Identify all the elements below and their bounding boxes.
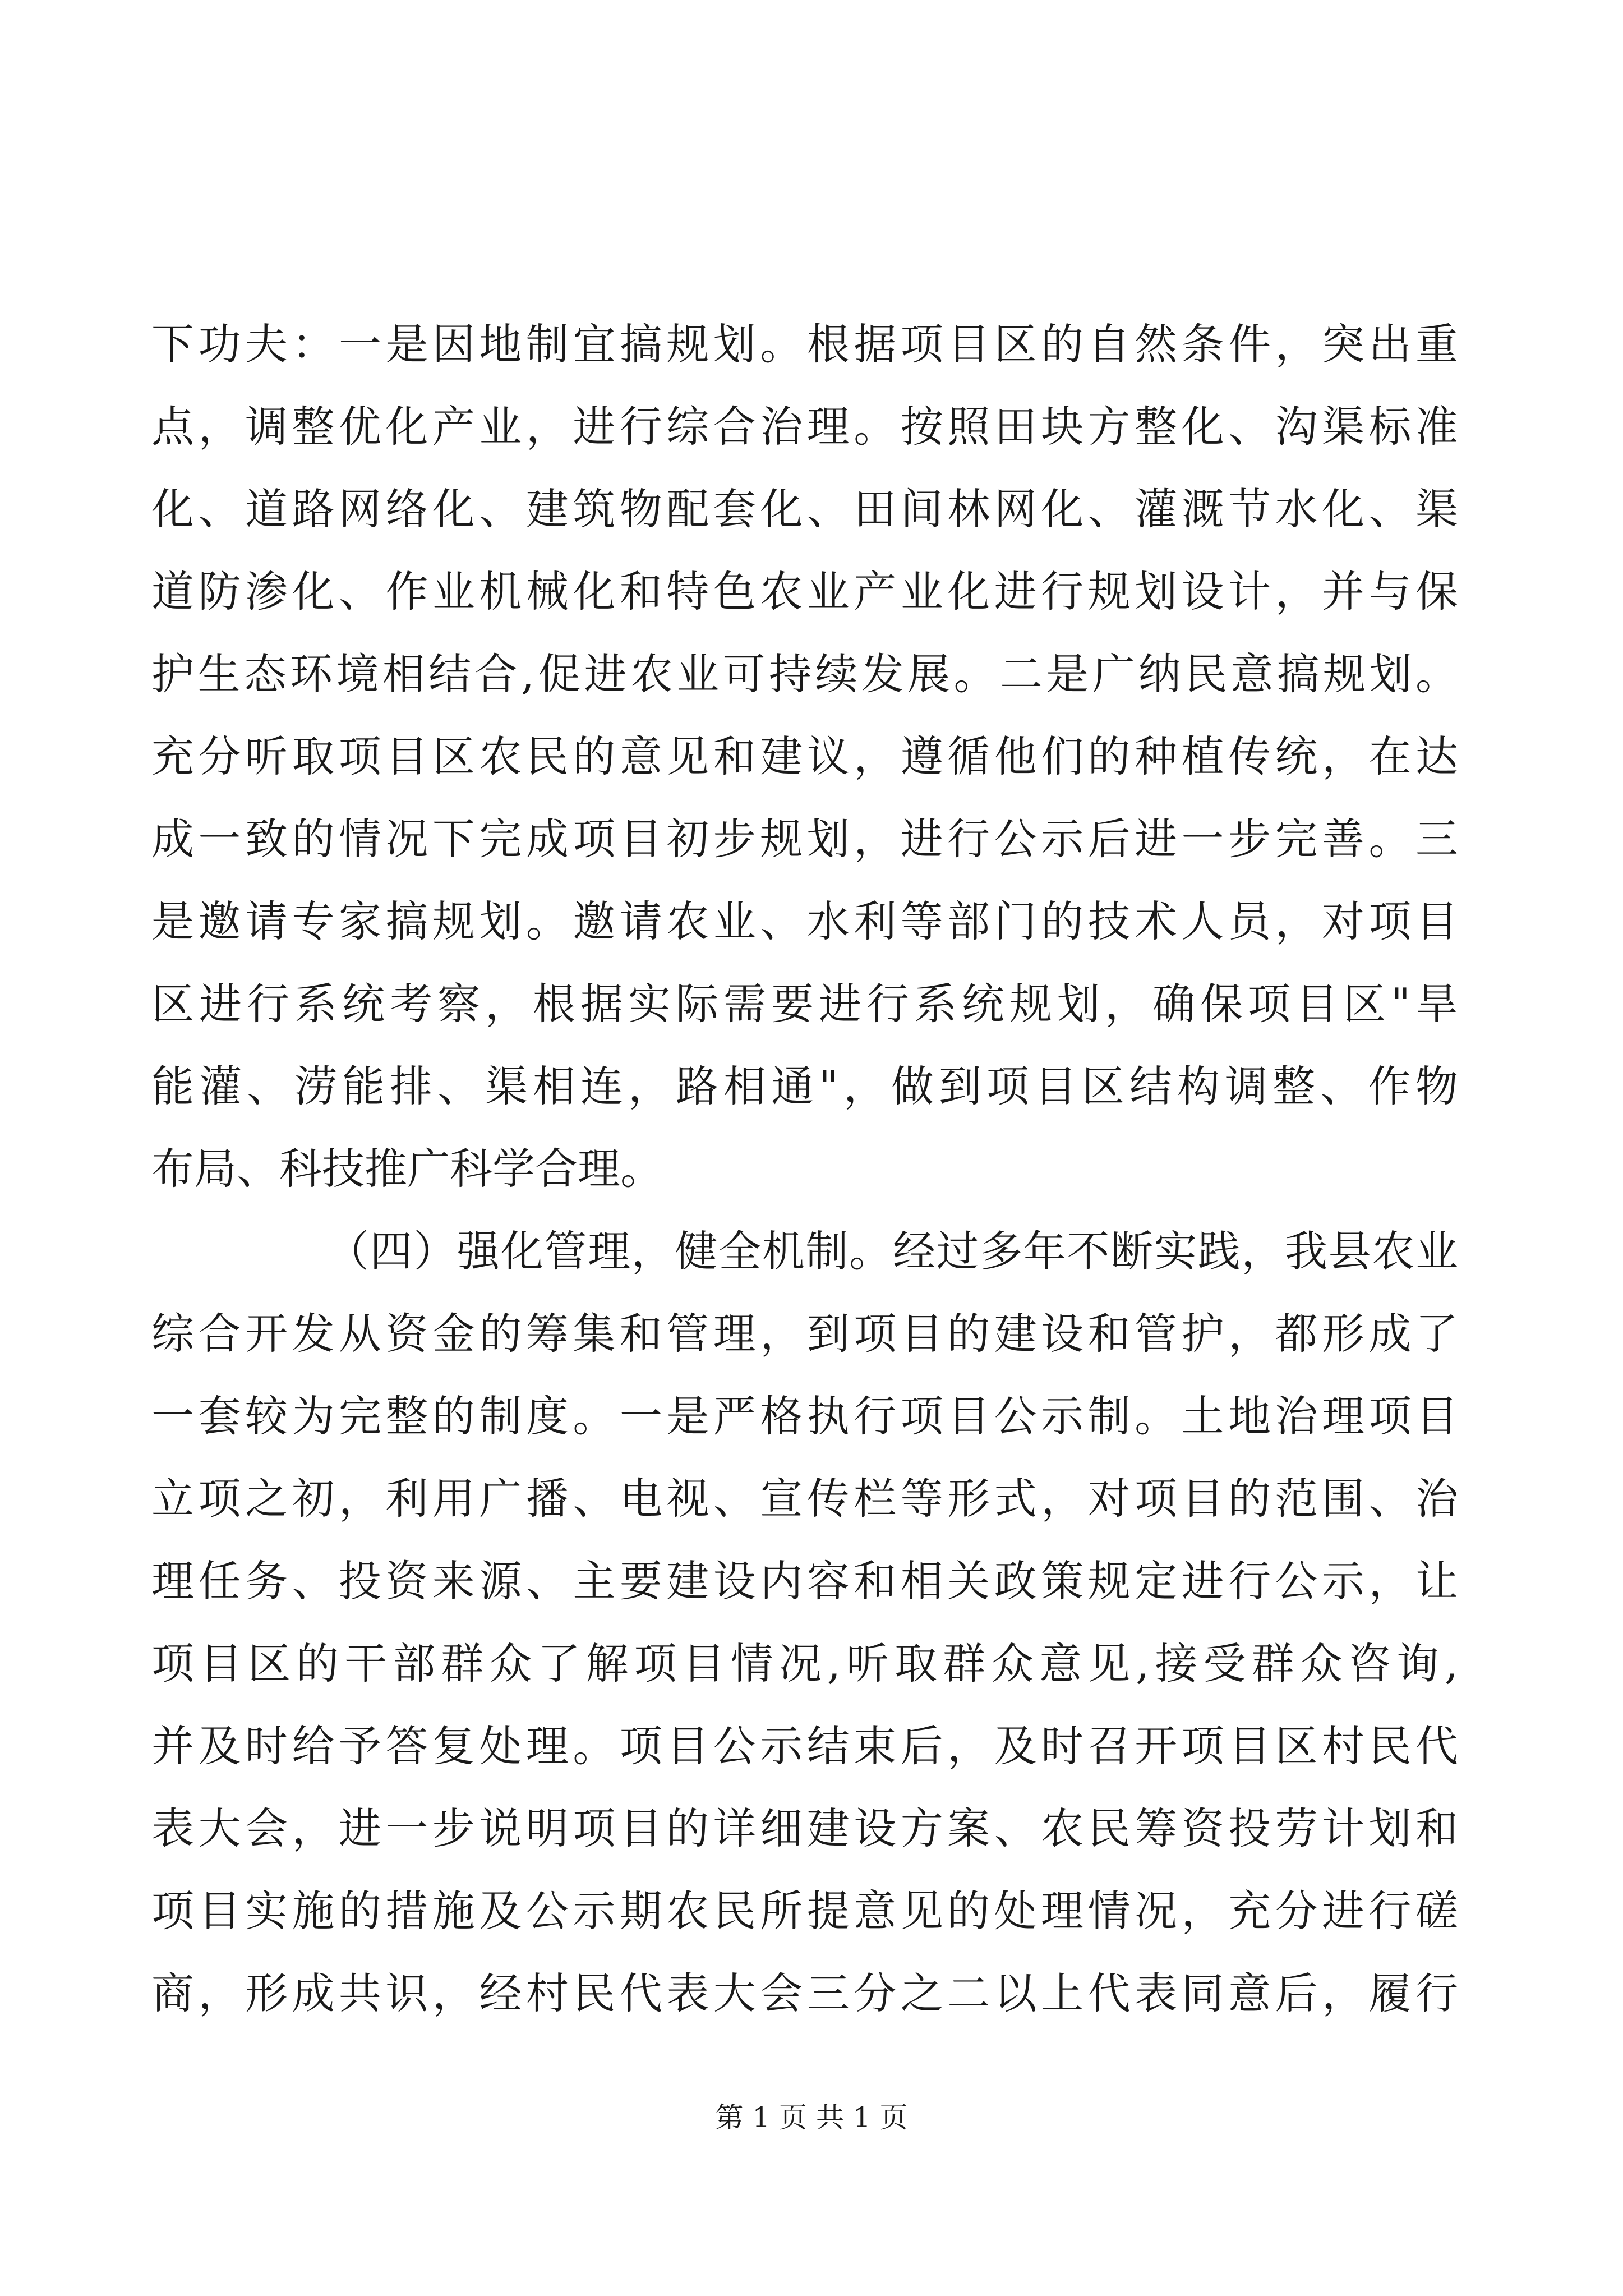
text-line: 点，调整优化产业，进行综合治理。按照田块方整化、沟渠标准	[151, 402, 1458, 452]
text-line: 表大会，进一步说明项目的详细建设方案、农民筹资投劳计划和	[151, 1803, 1458, 1853]
body-text	[151, 303, 1458, 2035]
text-line: 道防渗化、作业机械化和特色农业产业化进行规划设计，并与保	[151, 567, 1458, 616]
section-heading-line: （四）强化管理，健全机制。经过多年不断实践，我县农业	[326, 1226, 1458, 1276]
page-footer: 第 1 页 共 1 页	[715, 2101, 908, 2134]
text-line: 下功夫：一是因地制宜搞规划。根据项目区的自然条件，突出重	[151, 319, 1458, 369]
text-line: 化、道路网络化、建筑物配套化、田间林网化、灌溉节水化、渠	[151, 484, 1458, 534]
text-line: 商，形成共识，经村民代表大会三分之二以上代表同意后，履行	[151, 1968, 1458, 2018]
text-line: 能灌、涝能排、渠相连，路相通"，做到项目区结构调整、作物	[151, 1061, 1458, 1111]
text-line: 项目区的干部群众了解项目情况,听取群众意见,接受群众咨询,	[151, 1639, 1458, 1688]
text-line: 理任务、投资来源、主要建设内容和相关政策规定进行公示，让	[151, 1556, 1458, 1606]
text-line: 成一致的情况下完成项目初步规划，进行公示后进一步完善。三	[151, 814, 1458, 864]
text-line: 一套较为完整的制度。一是严格执行项目公示制。土地治理项目	[151, 1391, 1458, 1441]
text-line: 项目实施的措施及公示期农民所提意见的处理情况，充分进行磋	[151, 1886, 1458, 1936]
text-line: 布局、科技推广科学合理。	[151, 1144, 663, 1194]
text-line: 护生态环境相结合,促进农业可持续发展。二是广纳民意搞规划。	[151, 649, 1458, 699]
text-line: 区进行系统考察，根据实际需要进行系统规划，确保项目区"旱	[151, 979, 1458, 1029]
text-line: 充分听取项目区农民的意见和建议，遵循他们的种植传统，在达	[151, 731, 1458, 781]
text-line: 并及时给予答复处理。项目公示结束后，及时召开项目区村民代	[151, 1721, 1458, 1771]
text-line: 综合开发从资金的筹集和管理，到项目的建设和管护，都形成了	[151, 1309, 1458, 1359]
text-line: 是邀请专家搞规划。邀请农业、水利等部门的技术人员，对项目	[151, 896, 1458, 946]
text-line: 立项之初，利用广播、电视、宣传栏等形式，对项目的范围、治	[151, 1474, 1458, 1524]
